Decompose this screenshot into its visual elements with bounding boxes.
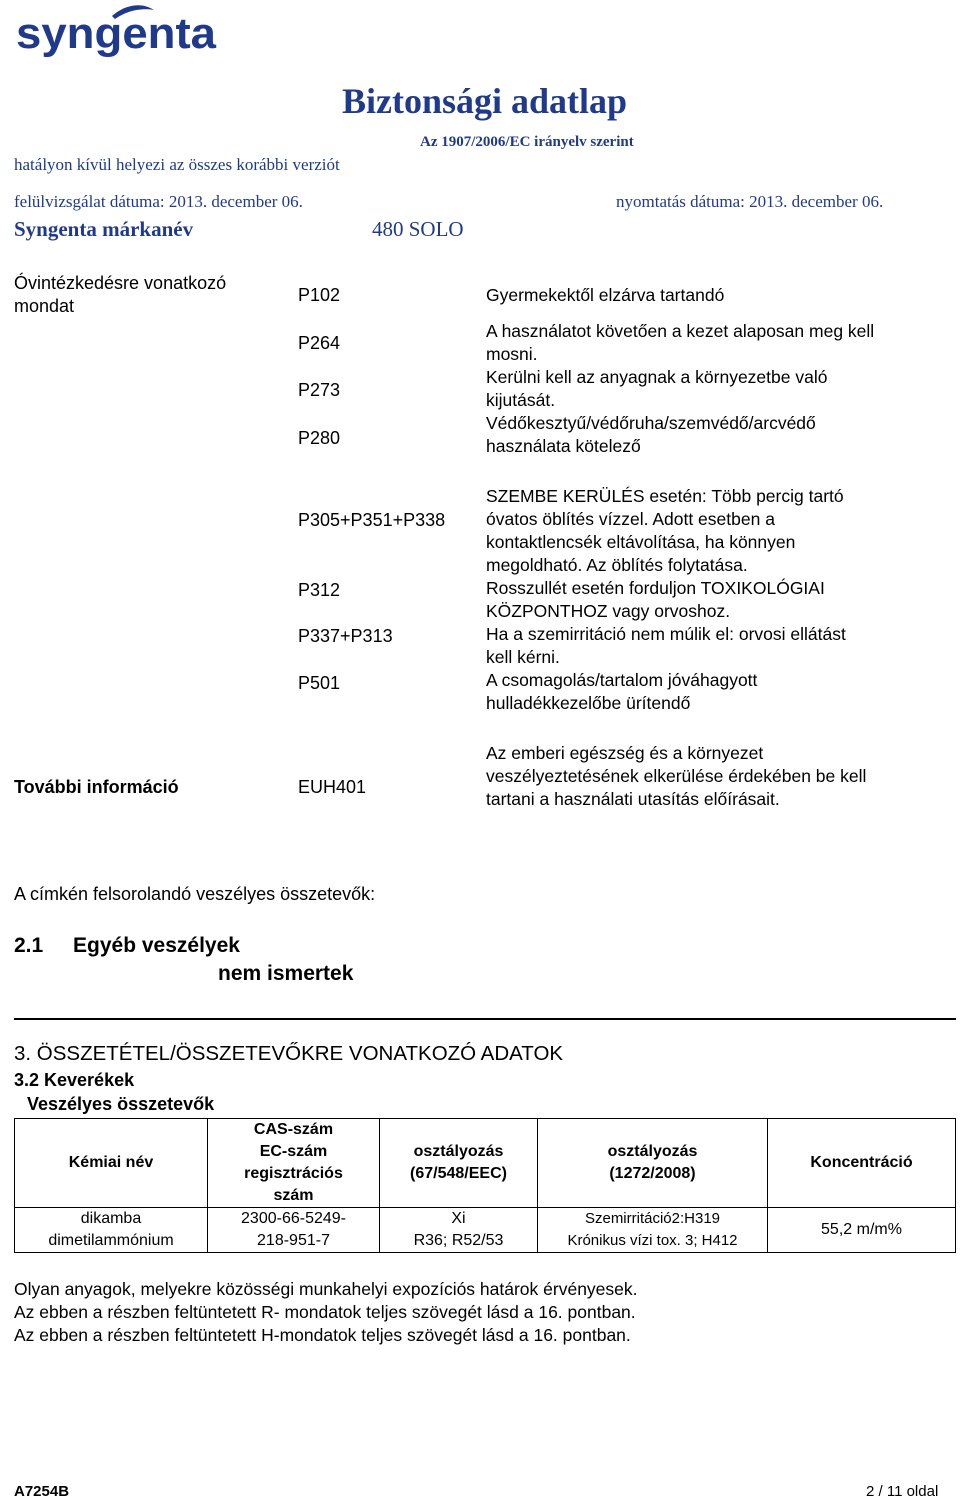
cell-classification-eec: Xi R36; R52/53 <box>380 1208 538 1253</box>
note-line: Az ebben a részben feltüntetett R- mondatok teljes szövegét lásd a 16. pontban. <box>14 1302 636 1322</box>
table-row <box>15 1208 956 1253</box>
cell-concentration: 55,2 m/m% <box>768 1208 956 1253</box>
syngenta-logo <box>14 2 219 64</box>
supersedes-note: hatályon kívül helyezi az összes korábbi verziót <box>14 155 340 174</box>
regulation-subtitle: Az 1907/2006/EC irányelv szerint <box>420 134 634 150</box>
p-code: P280 <box>298 428 341 448</box>
column-header-classification-1272: osztályozás (1272/2008) <box>538 1119 768 1208</box>
further-info-label: További információ <box>14 777 179 797</box>
composition-table <box>14 1118 956 1253</box>
product-name: 480 SOLO <box>372 217 464 241</box>
section-2-1-title: Egyéb veszélyek <box>73 934 240 957</box>
p-code: P102 <box>298 285 341 305</box>
column-header-concentration: Koncentráció <box>768 1119 956 1208</box>
section-2-1-value: nem ismertek <box>218 962 354 985</box>
section-3-2-title: 3.2 Keverékek <box>14 1070 135 1090</box>
p-code: P312 <box>298 580 341 600</box>
notes <box>14 1278 638 1347</box>
p-code: P337+P313 <box>298 626 393 646</box>
note-line: Olyan anyagok, melyekre közösségi munkahelyi expozíciós határok érvényesek. <box>14 1279 638 1299</box>
precautionary-statement: A használatot követően a kezet alaposan meg kell mosni. Kerülni kell az anyagnak a környezetbe való kijutását. Védőkesztyű/védőruha/szemvédő/arcvédő használata kötelező <box>486 321 875 456</box>
further-info-text: Az emberi egészség és a környezet veszélyeztetésének elkerülése érdekében be kell tartani a használati utasítás előírásait. <box>486 743 867 809</box>
column-header-chemical-name: Kémiai név <box>15 1119 208 1208</box>
table-header-row <box>15 1119 956 1208</box>
note-line: Az ebben a részben feltüntetett H-mondatok teljes szövegét lásd a 16. pontban. <box>14 1325 631 1345</box>
document-code: A7254B <box>14 1483 70 1500</box>
page-number: 2 / 11 oldal <box>866 1483 939 1500</box>
section-divider <box>14 1018 956 1020</box>
precautionary-statement: SZEMBE KERÜLÉS esetén: Több percig tartó óvatos öblítés vízzel. Adott esetben a kontaktlencsék eltávolítása, ha könnyen megoldható. Az öblítés folytatása. Rosszullét esetén forduljon TOXIKOLÓGIAI KÖZPONTHOZ vagy orvoshoz. Ha a szemirritáció nem múlik el: orvosi ellátást kell kérni. A csomagolás/tartalom jóváhagyott hulladékkezelőbe ürítendő <box>486 486 846 713</box>
revision-date: felülvizsgálat dátuma: 2013. december 06. <box>14 192 303 211</box>
cell-classification-1272: Szemirritáció2:H319 Krónikus vízi tox. 3; H412 <box>538 1208 768 1253</box>
p-code: P305+P351+P338 <box>298 510 446 530</box>
brand-label: Syngenta márkanév <box>14 217 194 241</box>
euh-code: EUH401 <box>298 777 367 797</box>
column-header-cas-ec: CAS-szám EC-szám regisztrációs szám <box>208 1119 380 1208</box>
p-code: P273 <box>298 380 341 400</box>
hazardous-components-heading: Veszélyes összetevők <box>27 1094 215 1114</box>
precautionary-statement: Gyermekektől elzárva tartandó <box>486 285 725 305</box>
svg-text:syngenta: syngenta <box>16 9 217 58</box>
p-code: P501 <box>298 673 341 693</box>
cell-chemical-name: dikamba dimetilammónium <box>15 1208 208 1253</box>
precautionary-label: Óvintézkedésre vonatkozó mondat <box>14 273 227 316</box>
hazardous-components-label: A címkén felsorolandó veszélyes összetevők: <box>14 884 376 904</box>
section-3-title: 3. ÖSSZETÉTEL/ÖSSZETEVŐKRE VONATKOZÓ ADATOK <box>14 1042 564 1065</box>
p-code: P264 <box>298 333 341 353</box>
section-2-1-number: 2.1 <box>14 934 44 957</box>
cell-cas-ec: 2300-66-5249- 218-951-7 <box>208 1208 380 1253</box>
document-title: Biztonsági adatlap <box>342 81 628 121</box>
column-header-classification-eec: osztályozás (67/548/EEC) <box>380 1119 538 1208</box>
print-date: nyomtatás dátuma: 2013. december 06. <box>616 192 884 211</box>
